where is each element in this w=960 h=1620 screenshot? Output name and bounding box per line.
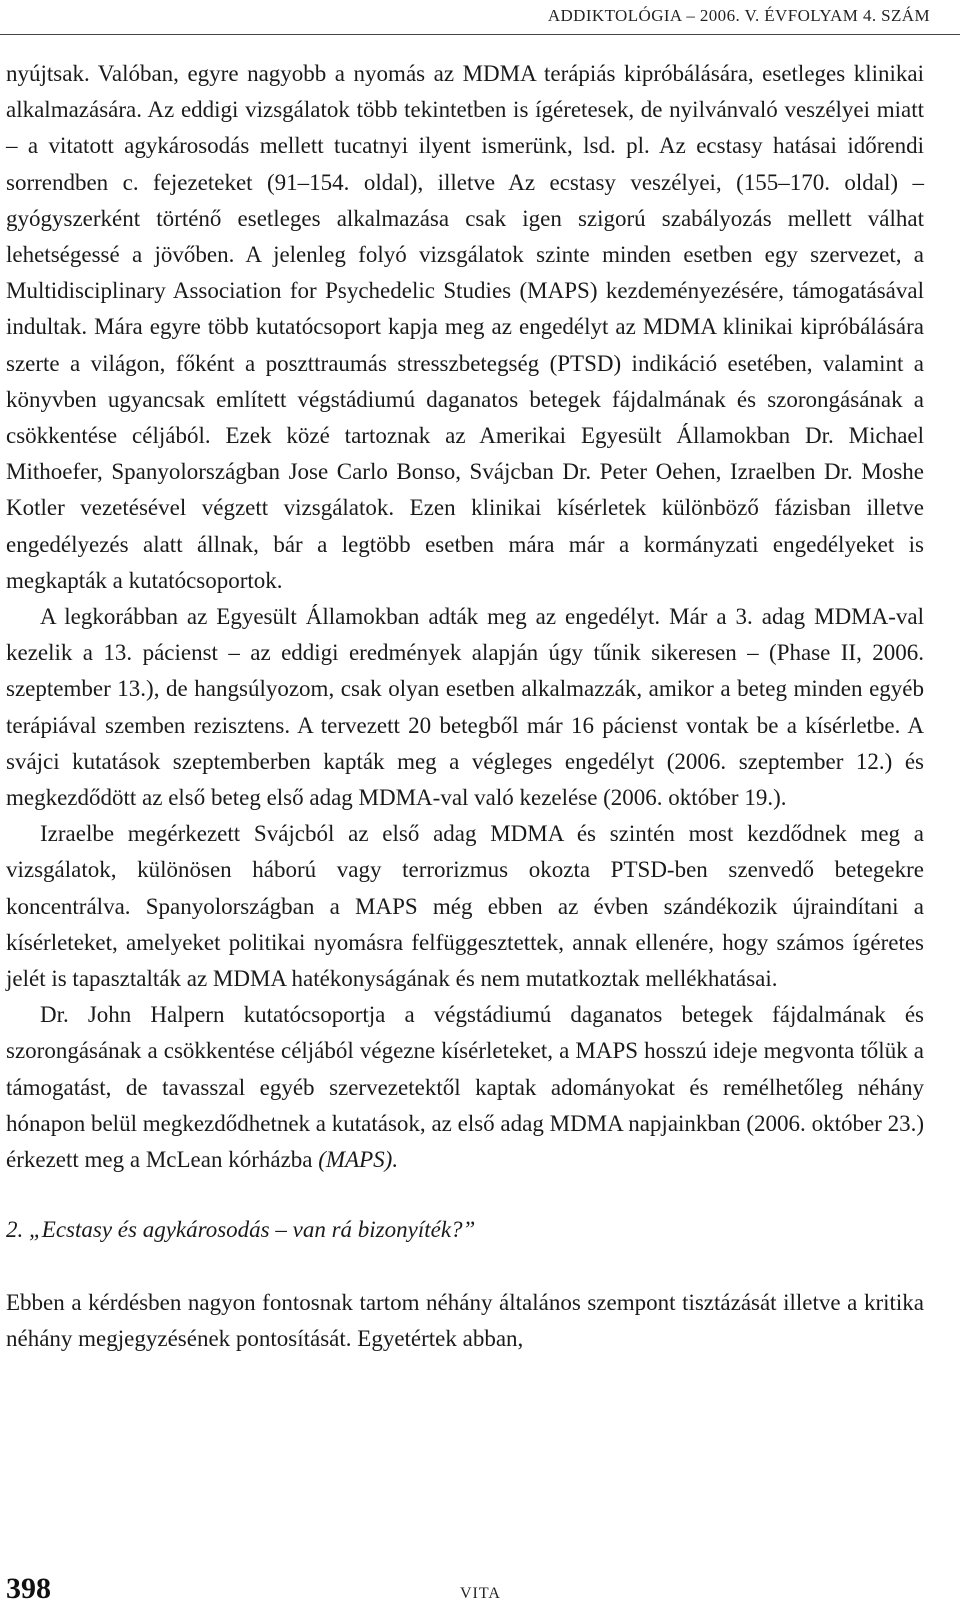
footer-label: VITA — [460, 1585, 501, 1602]
running-head: ADDIKTOLÓGIA – 2006. V. ÉVFOLYAM 4. SZÁM — [547, 6, 930, 25]
citation-maps: (MAPS). — [318, 1147, 399, 1173]
paragraph-4-text: Dr. John Halpern kutatócsoportja a végstádiumú daganatos betegek fájdalmának és szorongásának a csökkentése céljából végezne kísérleteket, a MAPS hosszú ideje megvonta tőlük a támogatást, de tavasszal egyéb szervezetektől kaptak adományokat és remélhetőleg néhány hónapon belül megkezdődhetnek a kutatások, az első adag MDMA napjainkban (2006. október 23.) érkezett meg a McLean kórházba — [6, 1002, 924, 1173]
header-rule — [0, 34, 960, 35]
paragraph-1: nyújtsak. Valóban, egyre nagyobb a nyomás az MDMA terápiás kipróbálására, esetleges klinikai alkalmazására. Az eddigi vizsgálatok több tekintetben is ígéretesek, de nyilvánvaló veszélyei miatt – a vitatott agykárosodás mellett tucatnyi ilyent ismerünk, lsd. pl. Az ecstasy hatásai időrendi sorrendben c. fejezeteket (91–154. oldal), illetve Az ecstasy veszélyei, (155–170. oldal) – gyógyszerként történő esetleges alkalmazása csak igen szigorú szabályozás mellett válhat lehetségessé a jövőben. A jelenleg folyó vizsgálatok szinte minden esetben egy szervezet, a Multidisciplinary Association for Psychedelic Studies (MAPS) kezdeményezésére, támogatásával indultak. Mára egyre több kutatócsoport kapja meg az engedélyt az MDMA klinikai kipróbálására szerte a világon, főként a poszttraumás stresszbetegség (PTSD) indikáció esetében, valamint a könyvben ugyancsak említett végstádiumú daganatos betegek fájdalmának és szorongásának a csökkentése céljából. Ezek közé tartoznak az Amerikai Egyesült Államokban Dr. Michael Mithoefer, Spanyolországban Jose Carlo Bonso, Svájcban Dr. Peter Oehen, Izraelben Dr. Moshe Kotler vezetésével végzett vizsgálatok. Ezen klinikai kísérletek különböző fázisban illetve engedélyezés alatt állnak, bár a legtöbb esetben mára már a kormányzati engedélyeket is megkapták a kutatócsoportok. — [6, 61, 924, 593]
paragraph-2: A legkorábban az Egyesült Államokban adták meg az engedélyt. Már a 3. adag MDMA-val kezelik a 13. pácienst – az eddigi eredmények alapján úgy tűnik sikeresen – (Phase II, 2006. szeptember 13.), de hangsúlyozom, csak olyan esetben alkalmazzák, amikor a beteg minden egyéb terápiával szemben rezisztens. A tervezett 20 betegből már 16 pácienst vontak be a kísérletbe. A svájci kutatások szeptemberben kapták meg a végleges engedélyt (2006. szeptember 12.) és megkezdődött az első beteg első adag MDMA-val való kezelése (2006. október 19.). — [6, 604, 924, 811]
article-body — [6, 56, 924, 1357]
page-number: 398 — [6, 1572, 51, 1605]
paragraph-5: Ebben a kérdésben nagyon fontosnak tartom néhány általános szempont tisztázását illetve a kritika néhány megjegyzésének pontosítását. Egyetértek abban, — [6, 1289, 924, 1351]
paragraph-4 — [6, 997, 924, 1178]
paragraph-3: Izraelbe megérkezett Svájcból az első adag MDMA és szintén most kezdődnek meg a vizsgálatok, különösen háború vagy terrorizmus okozta PTSD-ben szenvedő betegekre koncentrálva. Spanyolországban a MAPS még ebben az évben szándékozik újraindítani a kísérleteket, amelyeket politikai nyomásra felfüggesztettek, annak ellenére, hogy számos ígéretes jelét is tapasztalták az MDMA hatékonyságának és nem mutatkoztak mellékhatásai. — [6, 821, 924, 992]
section-heading: 2. „Ecstasy és agykárosodás – van rá bizonyíték?” — [6, 1217, 476, 1243]
